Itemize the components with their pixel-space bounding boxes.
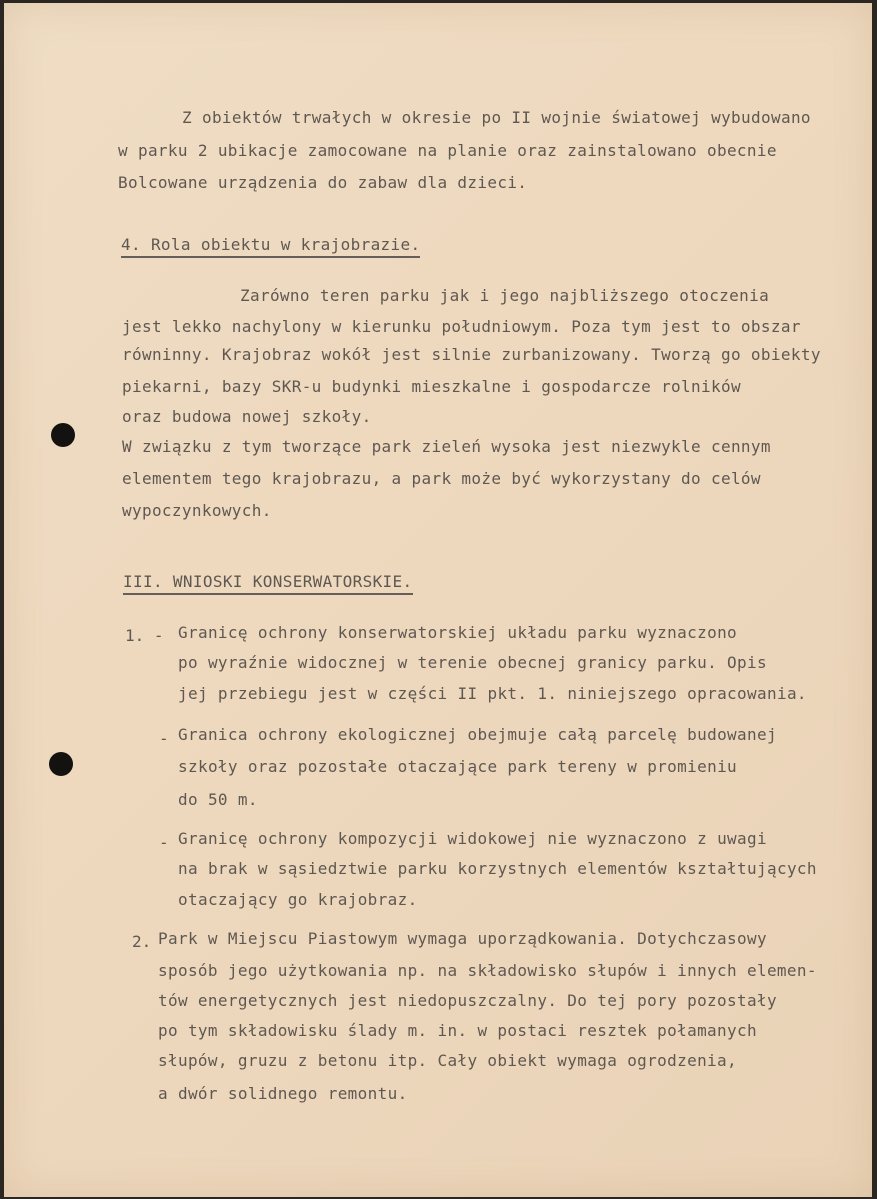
punch-hole-bottom [49,752,73,776]
dash-2-line-2: na brak w sąsiedztwie parku korzystnych elementów kształtujących [178,859,817,878]
item-2-line-5: słupów, gruzu z betonu itp. Cały obiekt wymaga ogrodzenia, [158,1051,738,1070]
section-4-para1-line-1: Zarówno teren parku jak i jego najbliższego otoczenia [240,286,770,305]
item-1-line-1: Granicę ochrony konserwatorskiej układu parku wyznaczono [178,623,738,642]
dash-1-line-3: do 50 m. [178,790,258,809]
item-1-line-2: po wyraźnie widocznej w terenie obecnej granicy parku. Opis [178,653,767,672]
section-4-para2-line-3: wypoczynkowych. [122,501,272,520]
item-2-line-3: tów energetycznych jest niedopuszczalny. Do tej pory pozostały [158,991,777,1010]
section-4-heading: 4. Rola obiektu w krajobrazie. [121,235,420,258]
item-2-line-6: a dwór solidnego remontu. [158,1084,408,1103]
item-2-line-2: sposób jego użytkowania np. na składowisko słupów i innych elemen- [158,961,817,980]
intro-line-1: Z obiektów trwałych w okresie po II wojnie światowej wybudowano [182,108,811,127]
item-2-marker: 2. [132,932,152,951]
section-4-para1-line-4: piekarni, bazy SKR-u budynki mieszkalne i gospodarcze rolników [122,377,741,396]
section-4-para1-line-5: oraz budowa nowej szkoły. [122,407,372,426]
punch-hole-top [51,423,75,447]
dash-2-line-1: Granicę ochrony kompozycji widokowej nie wyznaczono z uwagi [178,829,767,848]
dash-2-marker: - [159,833,169,852]
section-4-para2-line-2: elementem tego krajobrazu, a park może być wykorzystany do celów [122,469,761,488]
section-4-para1-line-3: równinny. Krajobraz wokół jest silnie zurbanizowany. Tworzą go obiekty [122,345,821,364]
dash-1-line-2: szkoły oraz pozostałe otaczające park tereny w promieniu [178,757,738,776]
dash-1-marker: - [159,729,169,748]
intro-line-3: Bolcowane urządzenia do zabaw dla dzieci. [118,173,528,192]
item-2-line-4: po tym składowisku ślady m. in. w postaci resztek połamanych [158,1021,757,1040]
section-4-para1-line-2: jest lekko nachylony w kierunku południowym. Poza tym jest to obszar [122,317,801,336]
dash-2-line-3: otaczający go krajobraz. [178,890,418,909]
dash-1-line-1: Granica ochrony ekologicznej obejmuje całą parcelę budowanej [178,725,777,744]
document-page [4,3,872,1197]
item-1-marker: 1. - [125,626,164,645]
section-4-para2-line-1: W związku z tym tworzące park zieleń wysoka jest niezwykle cennym [122,437,771,456]
intro-line-2: w parku 2 ubikacje zamocowane na planie oraz zainstalowano obecnie [118,141,777,160]
item-2-line-1: Park w Miejscu Piastowym wymaga uporządkowania. Dotychczasowy [158,929,767,948]
section-3-heading: III. WNIOSKI KONSERWATORSKIE. [123,572,413,595]
item-1-line-3: jej przebiegu jest w części II pkt. 1. niniejszego opracowania. [178,684,807,703]
